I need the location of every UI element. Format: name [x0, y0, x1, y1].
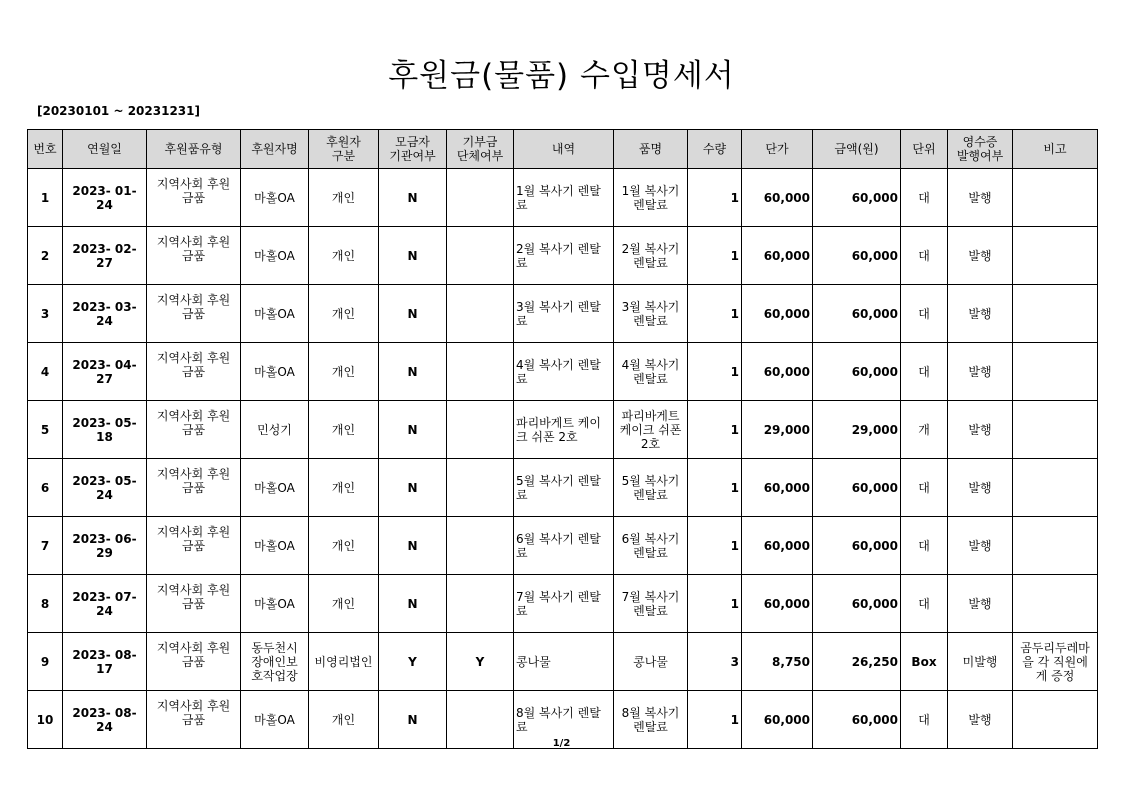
cell-donor: 마홀OA — [241, 343, 309, 401]
cell-donation-org — [447, 285, 514, 343]
cell-amount: 60,000 — [813, 517, 901, 575]
header-unit-price: 단가 — [742, 130, 813, 169]
cell-no: 1 — [28, 169, 63, 227]
cell-note: 곰두리두레마 을 각 직원에 게 증정 — [1013, 633, 1098, 691]
cell-amount: 60,000 — [813, 691, 901, 749]
cell-fundraiser: N — [379, 401, 447, 459]
cell-detail: 3월 복사기 렌탈 료 — [514, 285, 614, 343]
table-row — [28, 227, 1098, 285]
cell-receipt: 발행 — [948, 343, 1013, 401]
cell-donor-type: 개인 — [309, 285, 379, 343]
cell-no: 4 — [28, 343, 63, 401]
header-item: 품명 — [614, 130, 688, 169]
cell-donor: 마홀OA — [241, 691, 309, 749]
cell-unit: 대 — [901, 285, 948, 343]
header-no: 번호 — [28, 130, 63, 169]
cell-item: 2월 복사기 렌탈료 — [614, 227, 688, 285]
cell-no: 6 — [28, 459, 63, 517]
cell-amount: 60,000 — [813, 343, 901, 401]
cell-qty: 1 — [688, 575, 742, 633]
cell-donor-type: 개인 — [309, 575, 379, 633]
table-row — [28, 517, 1098, 575]
cell-donor-type: 개인 — [309, 691, 379, 749]
cell-item: 8월 복사기 렌탈료 — [614, 691, 688, 749]
cell-date: 2023- 01- 24 — [63, 169, 147, 227]
cell-type: 지역사회 후원 금품 — [147, 575, 241, 633]
cell-unit: 대 — [901, 227, 948, 285]
header-detail: 내역 — [514, 130, 614, 169]
cell-no: 9 — [28, 633, 63, 691]
cell-unit-price: 60,000 — [742, 691, 813, 749]
cell-type: 지역사회 후원 금품 — [147, 401, 241, 459]
cell-no: 5 — [28, 401, 63, 459]
cell-fundraiser: Y — [379, 633, 447, 691]
cell-note — [1013, 517, 1098, 575]
cell-unit-price: 60,000 — [742, 169, 813, 227]
cell-note — [1013, 227, 1098, 285]
cell-donor: 동두천시 장애인보 호작업장 — [241, 633, 309, 691]
cell-qty: 1 — [688, 401, 742, 459]
cell-unit-price: 60,000 — [742, 285, 813, 343]
cell-unit-price: 60,000 — [742, 517, 813, 575]
cell-note — [1013, 169, 1098, 227]
cell-donation-org — [447, 517, 514, 575]
cell-donor-type: 개인 — [309, 401, 379, 459]
cell-note — [1013, 575, 1098, 633]
cell-qty: 1 — [688, 169, 742, 227]
cell-receipt: 발행 — [948, 517, 1013, 575]
cell-amount: 60,000 — [813, 285, 901, 343]
cell-date: 2023- 04- 27 — [63, 343, 147, 401]
cell-unit-price: 29,000 — [742, 401, 813, 459]
cell-amount: 60,000 — [813, 227, 901, 285]
cell-note — [1013, 459, 1098, 517]
cell-donor: 마홀OA — [241, 285, 309, 343]
document-title: 후원금(물품) 수입명세서 — [388, 58, 735, 94]
cell-amount: 60,000 — [813, 575, 901, 633]
cell-type: 지역사회 후원 금품 — [147, 517, 241, 575]
cell-donor-type: 개인 — [309, 517, 379, 575]
cell-detail: 5월 복사기 렌탈 료 — [514, 459, 614, 517]
cell-donation-org — [447, 459, 514, 517]
header-fundraiser: 모금자 기관여부 — [379, 130, 447, 169]
cell-note — [1013, 343, 1098, 401]
cell-amount: 29,000 — [813, 401, 901, 459]
table-row — [28, 575, 1098, 633]
cell-donor-type: 개인 — [309, 343, 379, 401]
cell-qty: 1 — [688, 517, 742, 575]
header-donor-type: 후원자 구분 — [309, 130, 379, 169]
cell-item: 6월 복사기 렌탈료 — [614, 517, 688, 575]
cell-receipt: 미발행 — [948, 633, 1013, 691]
cell-type: 지역사회 후원 금품 — [147, 227, 241, 285]
cell-receipt: 발행 — [948, 575, 1013, 633]
cell-donation-org — [447, 169, 514, 227]
cell-unit-price: 8,750 — [742, 633, 813, 691]
cell-donor: 마홀OA — [241, 575, 309, 633]
cell-amount: 60,000 — [813, 459, 901, 517]
cell-date: 2023- 07- 24 — [63, 575, 147, 633]
header-amount: 금액(원) — [813, 130, 901, 169]
cell-unit: 대 — [901, 575, 948, 633]
cell-detail: 4월 복사기 렌탈 료 — [514, 343, 614, 401]
cell-fundraiser: N — [379, 459, 447, 517]
cell-type: 지역사회 후원 금품 — [147, 459, 241, 517]
cell-item: 파리바게트 케이크 쉬폰 2호 — [614, 401, 688, 459]
cell-amount: 60,000 — [813, 169, 901, 227]
header-qty: 수량 — [688, 130, 742, 169]
table-row — [28, 169, 1098, 227]
cell-fundraiser: N — [379, 227, 447, 285]
cell-qty: 1 — [688, 691, 742, 749]
table-row — [28, 401, 1098, 459]
cell-note — [1013, 401, 1098, 459]
header-unit: 단위 — [901, 130, 948, 169]
cell-qty: 3 — [688, 633, 742, 691]
cell-unit-price: 60,000 — [742, 343, 813, 401]
cell-donor-type: 개인 — [309, 459, 379, 517]
cell-no: 10 — [28, 691, 63, 749]
cell-type: 지역사회 후원 금품 — [147, 285, 241, 343]
table-row — [28, 343, 1098, 401]
cell-type: 지역사회 후원 금품 — [147, 343, 241, 401]
cell-donor: 마홀OA — [241, 169, 309, 227]
cell-date: 2023- 08- 24 — [63, 691, 147, 749]
cell-donor: 마홀OA — [241, 227, 309, 285]
cell-qty: 1 — [688, 343, 742, 401]
table-row — [28, 633, 1098, 691]
cell-fundraiser: N — [379, 343, 447, 401]
cell-unit: 대 — [901, 343, 948, 401]
cell-no: 2 — [28, 227, 63, 285]
cell-unit-price: 60,000 — [742, 227, 813, 285]
cell-receipt: 발행 — [948, 227, 1013, 285]
header-date: 연월일 — [63, 130, 147, 169]
cell-receipt: 발행 — [948, 169, 1013, 227]
cell-date: 2023- 06- 29 — [63, 517, 147, 575]
cell-item: 3월 복사기 렌탈료 — [614, 285, 688, 343]
cell-fundraiser: N — [379, 285, 447, 343]
cell-detail: 8월 복사기 렌탈 료 — [514, 691, 614, 749]
cell-date: 2023- 05- 24 — [63, 459, 147, 517]
cell-item: 1월 복사기 렌탈료 — [614, 169, 688, 227]
header-receipt: 영수증 발행여부 — [948, 130, 1013, 169]
cell-unit: 대 — [901, 169, 948, 227]
cell-fundraiser: N — [379, 575, 447, 633]
cell-qty: 1 — [688, 285, 742, 343]
cell-note — [1013, 285, 1098, 343]
cell-unit-price: 60,000 — [742, 459, 813, 517]
cell-date: 2023- 03- 24 — [63, 285, 147, 343]
cell-unit: 개 — [901, 401, 948, 459]
cell-item: 콩나물 — [614, 633, 688, 691]
cell-detail: 1월 복사기 렌탈 료 — [514, 169, 614, 227]
cell-date: 2023- 08- 17 — [63, 633, 147, 691]
cell-type: 지역사회 후원 금품 — [147, 633, 241, 691]
table-header-row — [28, 130, 1098, 169]
cell-donation-org — [447, 343, 514, 401]
header-donation-org: 기부금 단체여부 — [447, 130, 514, 169]
cell-receipt: 발행 — [948, 691, 1013, 749]
cell-amount: 26,250 — [813, 633, 901, 691]
cell-detail: 2월 복사기 렌탈 료 — [514, 227, 614, 285]
header-donor: 후원자명 — [241, 130, 309, 169]
cell-date: 2023- 05- 18 — [63, 401, 147, 459]
cell-no: 7 — [28, 517, 63, 575]
cell-no: 8 — [28, 575, 63, 633]
cell-item: 5월 복사기 렌탈료 — [614, 459, 688, 517]
cell-detail: 콩나물 — [514, 633, 614, 691]
table-row — [28, 285, 1098, 343]
cell-donation-org: Y — [447, 633, 514, 691]
cell-unit: 대 — [901, 691, 948, 749]
cell-receipt: 발행 — [948, 285, 1013, 343]
header-type: 후원품유형 — [147, 130, 241, 169]
cell-detail: 6월 복사기 렌탈 료 — [514, 517, 614, 575]
cell-unit-price: 60,000 — [742, 575, 813, 633]
cell-detail: 7월 복사기 렌탈 료 — [514, 575, 614, 633]
cell-qty: 1 — [688, 459, 742, 517]
cell-donation-org — [447, 401, 514, 459]
table-row — [28, 459, 1098, 517]
cell-donor-type: 개인 — [309, 227, 379, 285]
cell-donor-type: 비영리법인 — [309, 633, 379, 691]
income-table — [27, 129, 1098, 749]
page-number: 1/2 — [552, 738, 571, 749]
cell-donor: 민성기 — [241, 401, 309, 459]
cell-item: 4월 복사기 렌탈료 — [614, 343, 688, 401]
cell-donation-org — [447, 227, 514, 285]
cell-donation-org — [447, 575, 514, 633]
cell-donor-type: 개인 — [309, 169, 379, 227]
cell-no: 3 — [28, 285, 63, 343]
cell-detail: 파리바게트 케이 크 쉬폰 2호 — [514, 401, 614, 459]
header-note: 비고 — [1013, 130, 1098, 169]
cell-fundraiser: N — [379, 517, 447, 575]
cell-receipt: 발행 — [948, 401, 1013, 459]
cell-item: 7월 복사기 렌탈료 — [614, 575, 688, 633]
cell-date: 2023- 02- 27 — [63, 227, 147, 285]
cell-unit: 대 — [901, 517, 948, 575]
cell-fundraiser: N — [379, 169, 447, 227]
cell-qty: 1 — [688, 227, 742, 285]
cell-type: 지역사회 후원 금품 — [147, 169, 241, 227]
cell-unit: Box — [901, 633, 948, 691]
cell-type: 지역사회 후원 금품 — [147, 691, 241, 749]
cell-unit: 대 — [901, 459, 948, 517]
period-range: [20230101 ~ 20231231] — [37, 104, 200, 118]
cell-donor: 마홀OA — [241, 459, 309, 517]
cell-fundraiser: N — [379, 691, 447, 749]
cell-receipt: 발행 — [948, 459, 1013, 517]
cell-donor: 마홀OA — [241, 517, 309, 575]
